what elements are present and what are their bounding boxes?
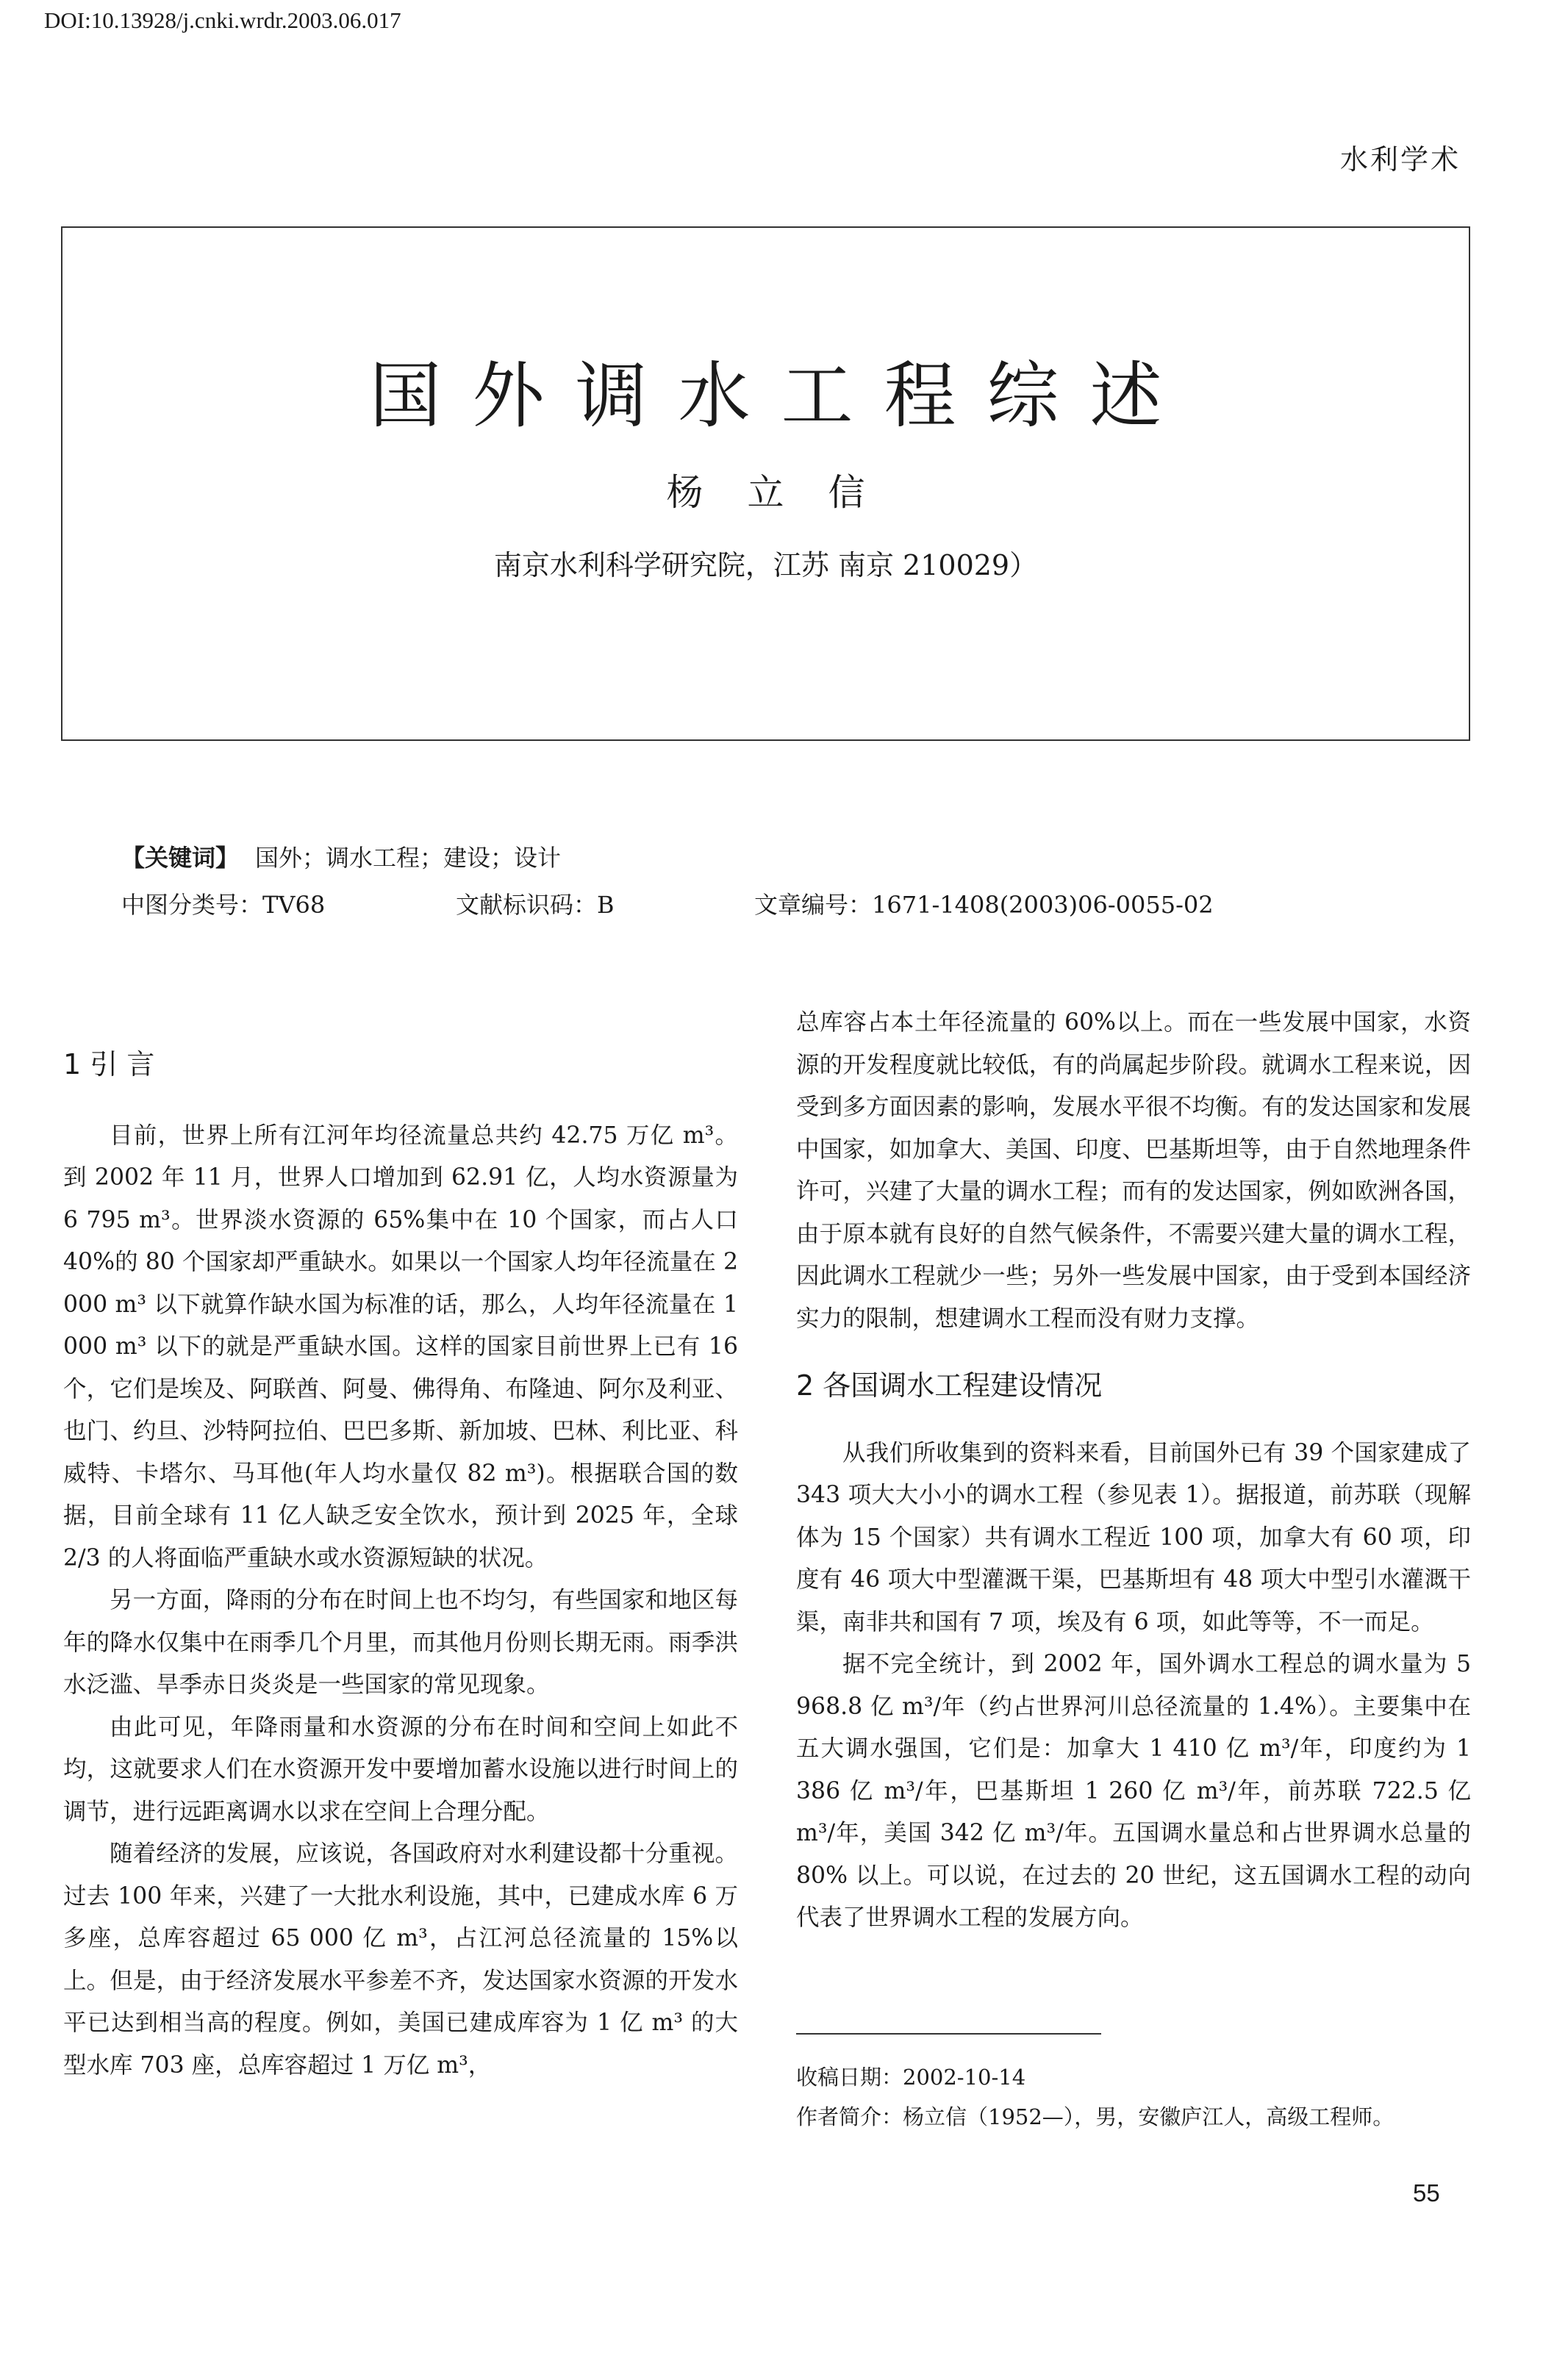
paragraph: 据不完全统计，到 2002 年，国外调水工程总的调水量为 5 968.8 亿 m³/年（约占世界河川总径流量的 1.4%）。主要集中在五大调水强国，它们是：加拿大 1 410 亿 m³/年，印度约为 1 386 亿 m³/年，巴基斯坦 1 260 亿 m³/年，前苏联 722.5 亿 m³/年，美国 342 亿 m³/年。五国调水量总和占世界调水总量的 80% 以上。可以说，在过去的 20 世纪，这五国调水工程的动向代表了世界调水工程的发展方向。	[796, 1651, 1471, 1931]
right-column	[796, 1002, 1471, 1940]
section-1-heading: 1 引 言	[63, 1048, 155, 1080]
keywords-label: 【关键词】	[121, 844, 240, 872]
keywords-value: 国外；调水工程；建设；设计	[255, 844, 562, 872]
title-box	[61, 226, 1470, 741]
footnote-received-date: 收稿日期：2002-10-14	[796, 2065, 1026, 2090]
paragraph: 随着经济的发展，应该说，各国政府对水利建设都十分重视。过去 100 年来，兴建了一大批水利设施，其中，已建成水库 6 万多座，总库容超过 65 000 亿 m³，占江河总径流量的 15%以上。但是，由于经济发展水平参差不齐，发达国家水资源的开发水平已达到相当高的程度。例如，美国已建成库容为 1 亿 m³ 的大型水库 703 座，总库容超过 1 万亿 m³，	[63, 1840, 738, 2079]
footnote-divider	[796, 2033, 1101, 2035]
page-number: 55	[1413, 2179, 1440, 2207]
section-2-heading: 2 各国调水工程建设情况	[796, 1369, 1103, 1402]
author-name: 杨立信	[666, 471, 909, 514]
footnote-author-info: 作者简介：杨立信（1952—），男，安徽庐江人，高级工程师。	[796, 2104, 1395, 2129]
doi-line: DOI:10.13928/j.cnki.wrdr.2003.06.017	[44, 7, 401, 33]
author-affiliation: 南京水利科学研究院，江苏 南京 210029）	[493, 549, 1038, 581]
paragraph-continuation: 总库容占本土年径流量的 60%以上。而在一些发展中国家，水资源的开发程度就比较低，有的尚属起步阶段。就调水工程来说，因受到多方面因素的影响，发展水平很不均衡。有的发达国家和发展中国家，如加拿大、美国、印度、巴基斯坦等，由于自然地理条件许可，兴建了大量的调水工程；而有的发达国家，例如欧洲各国，由于原本就有良好的自然气候条件，不需要兴建大量的调水工程，因此调水工程就少一些；另外一些发展中国家，由于受到本国经济实力的限制，想建调水工程而没有财力支撑。	[796, 1009, 1471, 1332]
left-column	[63, 1044, 738, 2087]
document-code: 文献标识码：B	[456, 891, 615, 919]
keywords-line	[121, 839, 561, 873]
classification-number: 中图分类号：TV68	[121, 891, 326, 919]
paragraph: 从我们所收集到的资料来看，目前国外已有 39 个国家建成了 343 项大大小小的调水工程（参见表 1）。据报道，前苏联（现解体为 15 个国家）共有调水工程近 100 项，加拿大有 60 项，印度有 46 项大中型灌溉干渠，巴基斯坦有 48 项大中型引水灌溉干渠，南非共和国有 7 项，埃及有 6 项，如此等等，不一而足。	[796, 1439, 1471, 1635]
article-number: 文章编号：1671-1408(2003)06-0055-02	[754, 891, 1214, 919]
article-title: 国外调水工程综述	[369, 354, 1193, 438]
paragraph: 目前，世界上所有江河年均径流量总共约 42.75 万亿 m³。到 2002 年 11 月，世界人口增加到 62.91 亿，人均水资源量为 6 795 m³。世界淡水资源的 65%集中在 10 个国家，而占人口 40%的 80 个国家却严重缺水。如果以一个国家人均年径流量在 2 000 m³ 以下就算作缺水国为标准的话，那么，人均年径流量在 1 000 m³ 以下的就是严重缺水国。这样的国家目前世界上已有 16 个，它们是埃及、阿联酋、阿曼、佛得角、布隆迪、阿尔及利亚、也门、约旦、沙特阿拉伯、巴巴多斯、新加坡、巴林、利比亚、科威特、卡塔尔、马耳他(年人均水量仅 82 m³)。根据联合国的数据，目前全球有 11 亿人缺乏安全饮水，预计到 2025 年，全球 2/3 的人将面临严重缺水或水资源短缺的状况。	[63, 1122, 738, 1571]
paragraph: 另一方面，降雨的分布在时间上也不均匀，有些国家和地区每年的降水仅集中在雨季几个月里，而其他月份则长期无雨。雨季洪水泛滥、旱季赤日炎炎是一些国家的常见现象。	[63, 1587, 738, 1698]
paragraph: 由此可见，年降雨量和水资源的分布在时间和空间上如此不均，这就要求人们在水资源开发中要增加蓄水设施以进行时间上的调节，进行远距离调水以求在空间上合理分配。	[63, 1713, 738, 1825]
section-tag: 水利学术	[1339, 143, 1461, 176]
